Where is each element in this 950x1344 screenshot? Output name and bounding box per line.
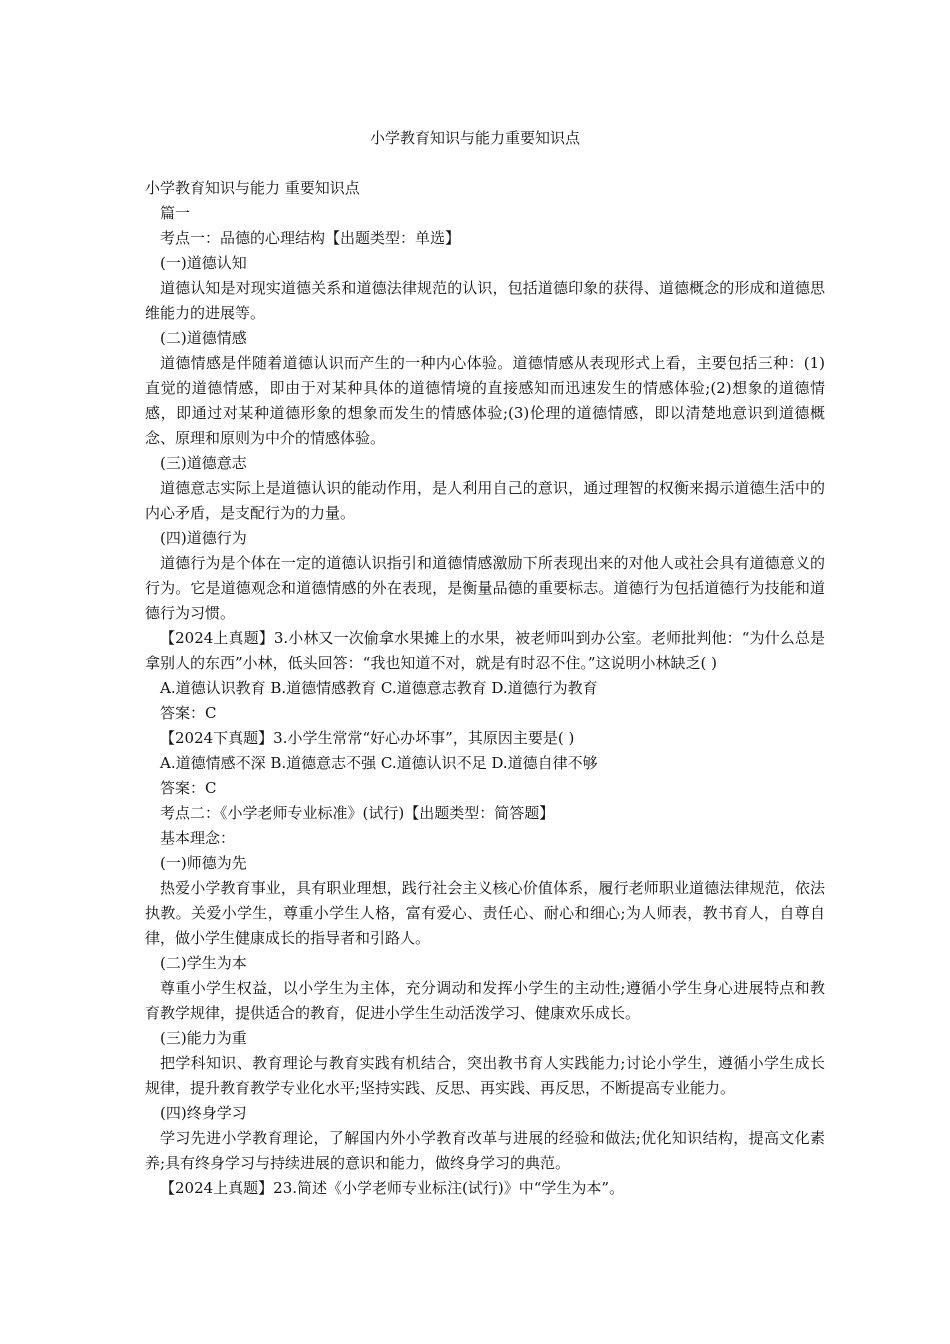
subheading: (一)师德为先 [160, 854, 247, 872]
paragraph: 热爱小学教育事业，具有职业理想，践行社会主义核心价值体系，履行老师职业道德法律规范，依法执教。关爱小学生，尊重小学生人格，富有爱心、责任心、耐心和细心;为人师表，教书育人，自尊自律，做小学生健康成长的指导者和引路人。 [145, 879, 825, 947]
paragraph: 道德意志实际上是道德认识的能动作用，是人利用自己的意识，通过理智的权衡来揭示道德生活中的内心矛盾，是支配行为的力量。 [145, 479, 825, 522]
topic-heading: 考点二：《小学老师专业标准》(试行)【出题类型：简答题】 [160, 804, 555, 822]
subheading: (一)道德认知 [160, 254, 247, 272]
subheading: (三)道德意志 [160, 454, 247, 472]
document-subtitle: 小学教育知识与能力 重要知识点 [145, 179, 360, 197]
subheading: (四)道德行为 [160, 529, 247, 547]
paragraph: 道德情感是伴随着道德认识而产生的一种内心体验。道德情感从表现形式上看，主要包括三种：(1)直觉的道德情感，即由于对某种具体的道德情境的直接感知而迅速发生的情感体验;(2)想象的道德情感，即通过对某种道德形象的想象而发生的情感体验;(3)伦理的道德情感，即以清楚地意识到道德概念、原理和原则为中介的情感体验。 [145, 354, 825, 447]
exam-question: 【2024下真题】3.小学生常常“好心办坏事”，其原因主要是( ) [160, 729, 575, 747]
exam-question: 【2024上真题】3.小林又一次偷拿水果摊上的水果，被老师叫到办公室。老师批判他：“为什么总是拿别人的东西”小林，低头回答：“我也知道不对，就是有时忍不住。”这说明小林缺乏( ) [145, 629, 825, 672]
document-title: 小学教育知识与能力重要知识点 [369, 129, 580, 147]
subheading: (四)终身学习 [160, 1104, 247, 1122]
subheading: (三)能力为重 [160, 1029, 247, 1047]
answer-options: A.道德认识教育 B.道德情感教育 C.道德意志教育 D.道德行为教育 [160, 679, 598, 697]
paragraph: 学习先进小学教育理论，了解国内外小学教育改革与进展的经验和做法;优化知识结构，提高文化素养;具有终身学习与持续进展的意识和能力，做终身学习的典范。 [145, 1129, 825, 1172]
section-label: 篇一 [160, 204, 191, 222]
answer: 答案：C [160, 779, 217, 797]
answer: 答案：C [160, 704, 217, 722]
topic-heading: 考点一：品德的心理结构【出题类型：单选】 [160, 229, 461, 247]
paragraph: 道德认知是对现实道德关系和道德法律规范的认识，包括道德印象的获得、道德概念的形成和道德思维能力的进展等。 [145, 279, 825, 322]
paragraph: 道德行为是个体在一定的道德认识指引和道德情感激励下所表现出来的对他人或社会具有道德意义的行为。它是道德观念和道德情感的外在表现，是衡量品德的重要标志。道德行为包括道德行为技能和道德行为习惯。 [145, 554, 825, 622]
subheading: (二)道德情感 [160, 329, 247, 347]
document-body [145, 176, 825, 1201]
subheading: (二)学生为本 [160, 954, 247, 972]
subheading: 基本理念： [160, 829, 236, 847]
paragraph: 把学科知识、教育理论与教育实践有机结合，突出教书育人实践能力;讨论小学生，遵循小学生成长规律，提升教育教学专业化水平;坚持实践、反思、再实践、再反思，不断提高专业能力。 [145, 1054, 825, 1097]
answer-options: A.道德情感不深 B.道德意志不强 C.道德认识不足 D.道德自律不够 [160, 754, 598, 772]
exam-question: 【2024上真题】23.简述《小学老师专业标注(试行)》中“学生为本”。 [160, 1179, 625, 1197]
paragraph: 尊重小学生权益，以小学生为主体，充分调动和发挥小学生的主动性;遵循小学生身心进展特点和教育教学规律，提供适合的教育，促进小学生生动活泼学习、健康欢乐成长。 [145, 979, 825, 1022]
